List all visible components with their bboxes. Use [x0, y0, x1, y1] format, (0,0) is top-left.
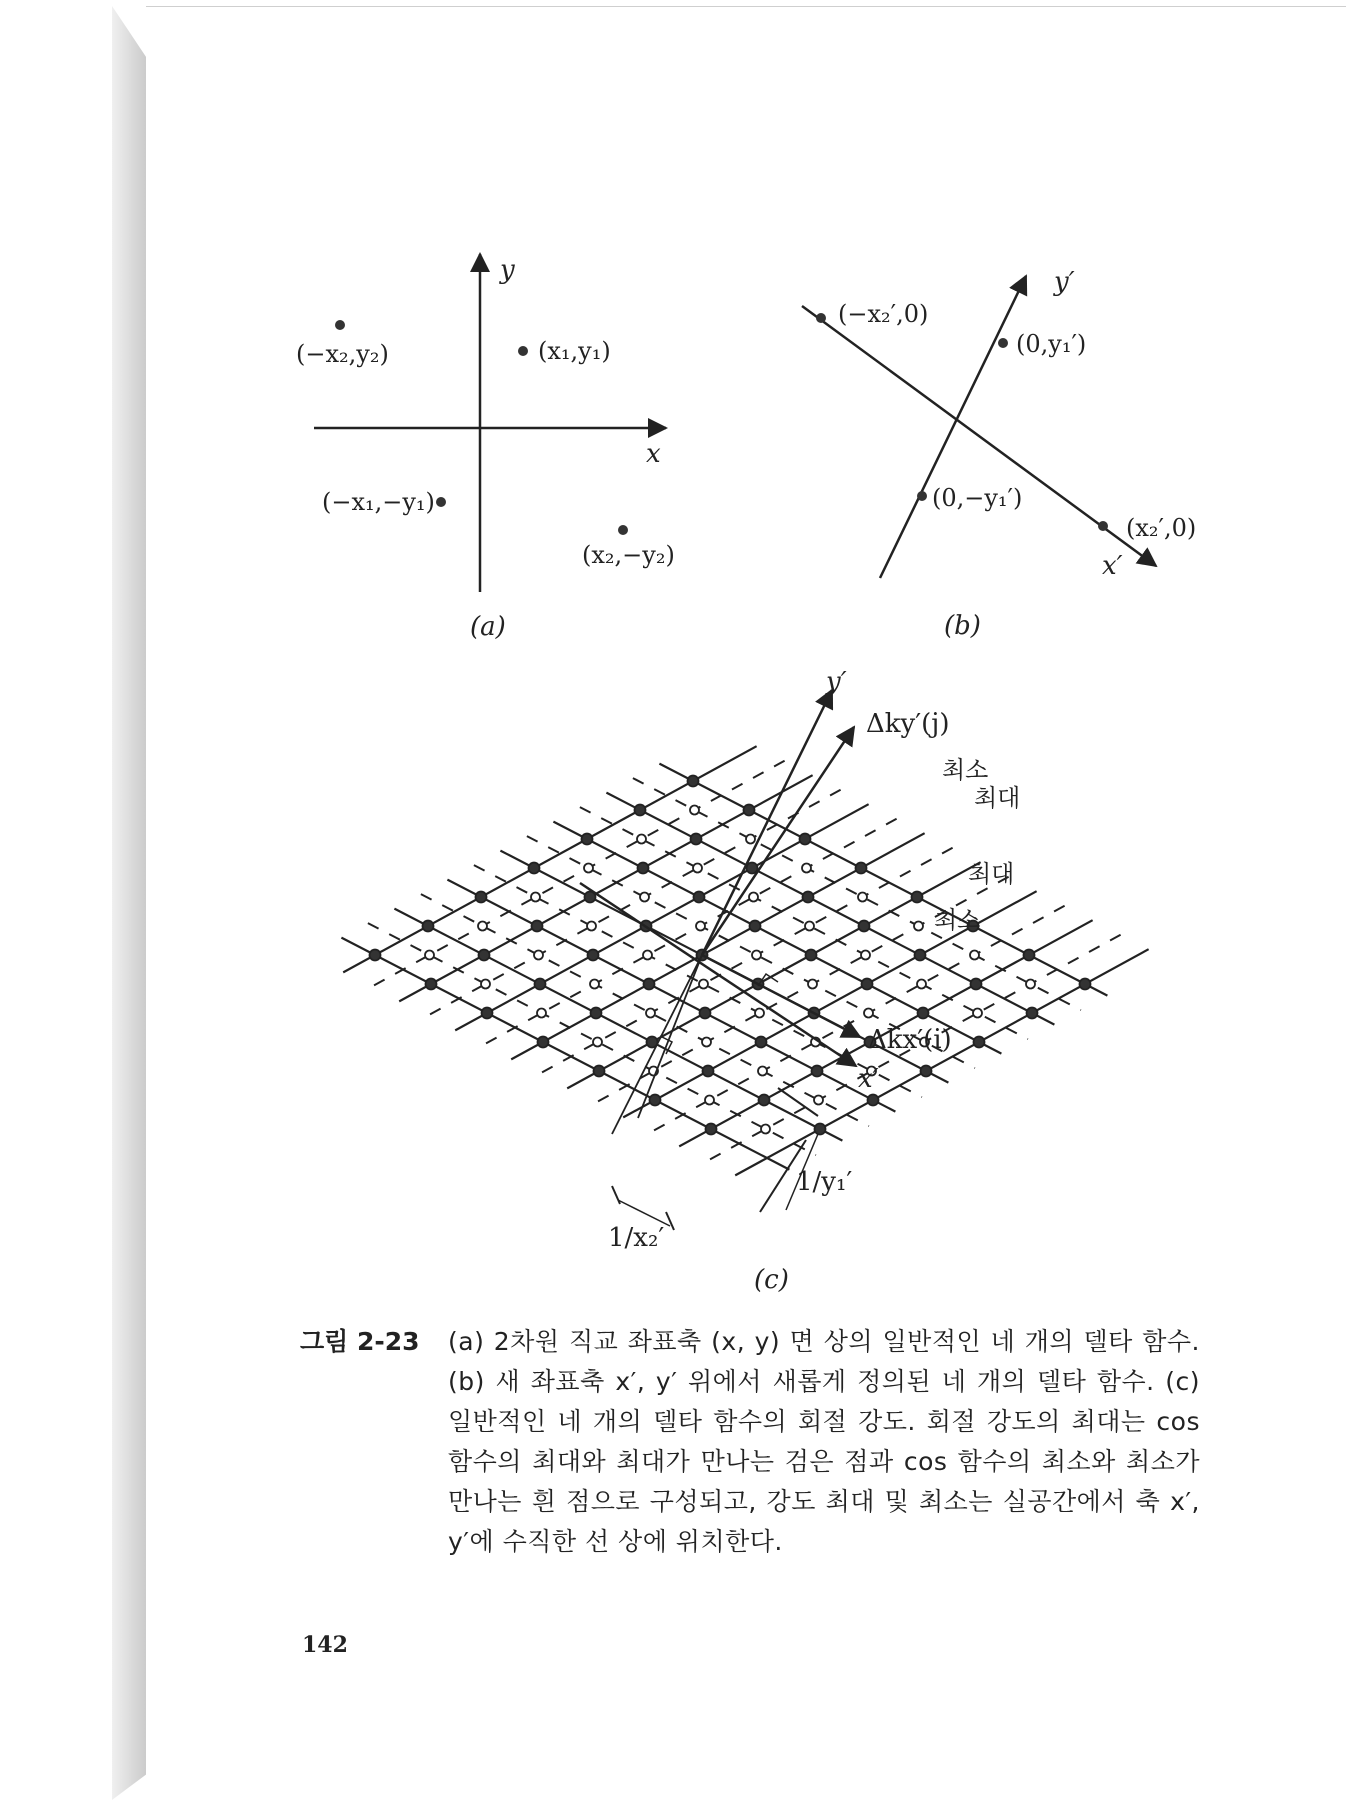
intensity-minimum-point: [973, 1009, 982, 1018]
dim-x-label: 1/x₂′: [608, 1223, 665, 1253]
intensity-maximum-point: [423, 921, 434, 932]
intensity-minimum-point: [970, 951, 979, 960]
intensity-maximum-point: [594, 1066, 605, 1077]
point-label: (0,−y₁′): [932, 484, 1023, 512]
point-marker: [518, 346, 528, 356]
intensity-minimum-point: [693, 864, 702, 873]
point-marker: [1098, 521, 1108, 531]
intensity-maximum-point: [744, 805, 755, 816]
intensity-maximum-point: [915, 950, 926, 961]
y-prime-label: y′: [1054, 267, 1075, 297]
intensity-maximum-point: [644, 979, 655, 990]
intensity-minimum-point: [805, 922, 814, 931]
intensity-maximum-point: [482, 1008, 493, 1019]
intensity-maximum-point: [747, 863, 758, 874]
intensity-minimum-point: [752, 951, 761, 960]
y-prime-axis: [702, 690, 832, 955]
intensity-maximum-point: [971, 979, 982, 990]
y-prime-label: y′: [826, 667, 847, 697]
panel-label: (a): [470, 612, 506, 642]
intensity-minimum-point: [758, 1067, 767, 1076]
point-label: (−x₂,y₂): [296, 340, 389, 368]
intensity-maximum-point: [921, 1066, 932, 1077]
intensity-minimum-point: [917, 980, 926, 989]
intensity-maximum-point: [535, 979, 546, 990]
intensity-maximum-point: [800, 834, 811, 845]
intensity-maximum-point: [691, 834, 702, 845]
intensity-minimum-point: [584, 864, 593, 873]
intensity-maximum-point: [476, 892, 487, 903]
intensity-maximum-point: [582, 834, 593, 845]
intensity-minimum-point: [640, 893, 649, 902]
caption-label: 그림 2-23: [300, 1327, 420, 1356]
intensity-minimum-point: [478, 922, 487, 931]
intensity-maximum-point: [479, 950, 490, 961]
intensity-maximum-point: [638, 863, 649, 874]
intensity-maximum-point: [426, 979, 437, 990]
dimension-tick: [612, 1186, 620, 1204]
intensity-minimum-point: [646, 1009, 655, 1018]
intensity-minimum-point: [637, 835, 646, 844]
intensity-maximum-point: [650, 1095, 661, 1106]
panel-label: (b): [944, 611, 981, 641]
point-marker: [998, 338, 1008, 348]
maxima-line: [394, 909, 842, 1141]
point-label: (0,y₁′): [1016, 330, 1087, 358]
dk-x-label: Δkx′(i̇): [868, 1025, 952, 1055]
intensity-minimum-point: [858, 893, 867, 902]
intensity-minimum-point: [746, 835, 755, 844]
intensity-maximum-point: [859, 921, 870, 932]
y-axis-label: y: [500, 255, 515, 285]
intensity-maximum-point: [529, 863, 540, 874]
point-marker: [335, 320, 345, 330]
intensity-minimum-point: [761, 1125, 770, 1134]
dim-y-label: 1/y₁′: [796, 1167, 853, 1197]
intensity-maximum-point: [868, 1095, 879, 1106]
intensity-minimum-point: [864, 1009, 873, 1018]
dk-y-label: Δky′(j̇): [866, 709, 950, 739]
intensity-minimum-point: [690, 806, 699, 815]
point-marker: [917, 491, 927, 501]
point-label: (x₂,−y₂): [582, 541, 675, 569]
max-label: 최대: [974, 784, 1021, 812]
x-prime-axis: [580, 883, 856, 1066]
min-label: 최소: [942, 756, 989, 784]
point-label: (x₂′,0): [1126, 514, 1197, 542]
x-axis-label: x: [646, 439, 661, 469]
point-label: (−x₂′,0): [838, 300, 929, 328]
intensity-maximum-point: [591, 1008, 602, 1019]
intensity-maximum-point: [700, 1008, 711, 1019]
x-prime-label: x′: [858, 1064, 879, 1094]
intensity-maximum-point: [806, 950, 817, 961]
intensity-maximum-point: [635, 805, 646, 816]
maxima-line: [606, 793, 1054, 1025]
intensity-minimum-point: [696, 922, 705, 931]
intensity-minimum-point: [593, 1038, 602, 1047]
intensity-maximum-point: [703, 1066, 714, 1077]
figure-caption: [300, 1322, 1200, 1562]
intensity-maximum-point: [759, 1095, 770, 1106]
diffraction-lattice: [341, 746, 1148, 1175]
point-marker: [816, 313, 826, 323]
intensity-minimum-point: [861, 951, 870, 960]
x-prime-label: x′: [1102, 551, 1123, 581]
intensity-maximum-point: [538, 1037, 549, 1048]
intensity-minimum-point: [755, 1009, 764, 1018]
intensity-minimum-point: [699, 980, 708, 989]
intensity-minimum-point: [481, 980, 490, 989]
panel-label: (c): [754, 1265, 789, 1295]
maxima-line: [447, 880, 895, 1112]
intensity-maximum-point: [812, 1066, 823, 1077]
intensity-minimum-point: [802, 864, 811, 873]
max-label: 최대: [968, 860, 1015, 888]
point-label: (−x₁,−y₁): [322, 488, 435, 516]
caption-text: (a) 2차원 직교 좌표축 (x, y) 면 상의 일반적인 네 개의 델타 함수. (b) 새 좌표축 x′, y′ 위에서 새롭게 정의된 네 개의 델타 함수. (c) 일반적인 네 개의 델타 함수의 회절 강도. 회절 강도의 최대는 cos 함수의 최대와 최대가 만나는 검은 점과 cos 함수의 최소와 최소가 만나는 흰 점으로 구성되고, 강도 최대 및 최소는 실공간에서 축 x′, y′에 수직한 선 상에 위치한다.: [448, 1327, 1200, 1556]
intensity-minimum-point: [705, 1096, 714, 1105]
intensity-maximum-point: [815, 1124, 826, 1135]
intensity-minimum-point: [534, 951, 543, 960]
intensity-maximum-point: [750, 921, 761, 932]
intensity-maximum-point: [1080, 979, 1091, 990]
intensity-minimum-point: [749, 893, 758, 902]
intensity-minimum-point: [1026, 980, 1035, 989]
intensity-minimum-point: [814, 1096, 823, 1105]
intensity-maximum-point: [974, 1037, 985, 1048]
intensity-minimum-point: [425, 951, 434, 960]
intensity-maximum-point: [803, 892, 814, 903]
intensity-maximum-point: [370, 950, 381, 961]
intensity-maximum-point: [756, 1037, 767, 1048]
dk-y-vector: [702, 727, 854, 955]
intensity-minimum-point: [702, 1038, 711, 1047]
maxima-line: [553, 822, 1001, 1054]
intensity-minimum-point: [587, 922, 596, 931]
intensity-maximum-point: [1027, 1008, 1038, 1019]
min-label: 최소: [934, 906, 981, 934]
intensity-maximum-point: [856, 863, 867, 874]
page-number: 142: [302, 1632, 348, 1658]
panel-a: [296, 254, 675, 642]
dimension-tick: [666, 1212, 674, 1230]
intensity-maximum-point: [532, 921, 543, 932]
maxima-line: [341, 938, 789, 1170]
intensity-maximum-point: [706, 1124, 717, 1135]
intensity-maximum-point: [1024, 950, 1035, 961]
intensity-minimum-point: [590, 980, 599, 989]
point-label: (x₁,y₁): [538, 337, 611, 365]
point-marker: [618, 525, 628, 535]
intensity-minimum-point: [531, 893, 540, 902]
maxima-line: [659, 764, 1107, 996]
panel-b: [802, 267, 1196, 641]
intensity-minimum-point: [808, 980, 817, 989]
intensity-maximum-point: [912, 892, 923, 903]
intensity-maximum-point: [862, 979, 873, 990]
intensity-maximum-point: [918, 1008, 929, 1019]
intensity-minimum-point: [537, 1009, 546, 1018]
intensity-maximum-point: [688, 776, 699, 787]
point-marker: [436, 497, 446, 507]
panel-c: [341, 667, 1148, 1295]
intensity-maximum-point: [588, 950, 599, 961]
intensity-maximum-point: [694, 892, 705, 903]
intensity-minimum-point: [643, 951, 652, 960]
construction-line: [612, 955, 702, 1134]
intensity-minimum-point: [914, 922, 923, 931]
